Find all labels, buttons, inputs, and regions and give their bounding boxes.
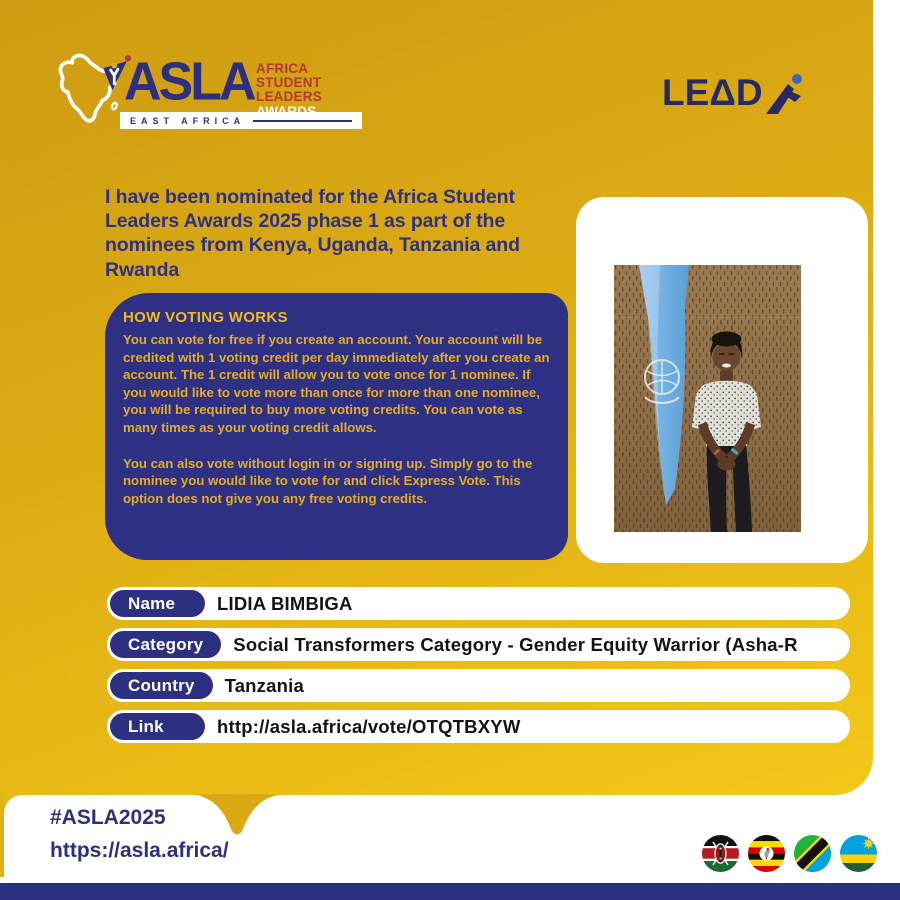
leaping-person-icon bbox=[764, 66, 804, 118]
category-row bbox=[107, 628, 850, 661]
left-edge-stripe bbox=[0, 795, 4, 877]
rwanda-flag-icon bbox=[840, 835, 877, 872]
east-africa-banner bbox=[120, 112, 362, 129]
link-row bbox=[107, 710, 850, 743]
photo-card bbox=[576, 197, 868, 563]
tagline-line: AFRICA bbox=[256, 61, 309, 76]
asla-tagline bbox=[256, 62, 322, 119]
country-row bbox=[107, 669, 850, 702]
name-row bbox=[107, 587, 850, 620]
bottom-navy-bar bbox=[0, 883, 900, 900]
nominee-photo bbox=[614, 265, 801, 532]
link-label-pill: Link bbox=[110, 713, 205, 740]
category-value: Social Transformers Category - Gender Equity Warrior (Asha-R bbox=[233, 633, 798, 655]
voting-title: HOW VOTING WORKS bbox=[123, 309, 288, 326]
country-value: Tanzania bbox=[224, 674, 304, 696]
category-label-pill: Category bbox=[110, 631, 221, 658]
lead-wordmark: LEΔD bbox=[662, 72, 763, 113]
vote-link[interactable]: http://asla.africa/vote/OTQTBXYW bbox=[217, 715, 521, 737]
hashtag-text: #ASLA2025 bbox=[50, 806, 166, 829]
name-label-pill: Name bbox=[110, 590, 205, 617]
announcement-text: I have been nominated for the Africa Student Leaders Awards 2025 phase 1 as part of the nominees from Kenya, Uganda, Tanzania and Rwanda bbox=[105, 186, 520, 281]
uganda-flag-icon bbox=[748, 835, 785, 872]
name-value: LIDIA BIMBIGA bbox=[217, 592, 353, 614]
voting-paragraph-1: You can vote for free if you create an account. Your account will be credited with 1 voting credit per day immediately after you create an account. The 1 credit will allow you to vote once for 1 nominee. If you would like to vote more than once for more than one nominee, you will be required to buy more voting credits. You can vote as many times as your voting credit allows. bbox=[123, 332, 550, 435]
website-link[interactable]: https://asla.africa/ bbox=[50, 839, 229, 862]
country-label-pill: Country bbox=[110, 672, 213, 699]
tanzania-flag-icon bbox=[794, 835, 831, 872]
region-label: EAST AFRICA bbox=[130, 115, 246, 126]
country-flags bbox=[702, 835, 877, 872]
lead-logo bbox=[662, 66, 804, 118]
asla-wordmark: ASLA bbox=[124, 51, 254, 113]
speech-tail-shape bbox=[192, 794, 282, 836]
asla-logo bbox=[50, 48, 350, 140]
kenya-flag-icon bbox=[702, 835, 739, 872]
banner-dash bbox=[253, 120, 352, 122]
tagline-line: LEADERS bbox=[256, 89, 322, 105]
voting-paragraph-2: You can also vote without login in or signing up. Simply go to the nominee you would like to vote for and click Express Vote. This option does not give you any free voting credits. bbox=[123, 455, 533, 506]
tagline-line: STUDENT bbox=[256, 75, 322, 91]
voting-info-box bbox=[105, 293, 568, 560]
